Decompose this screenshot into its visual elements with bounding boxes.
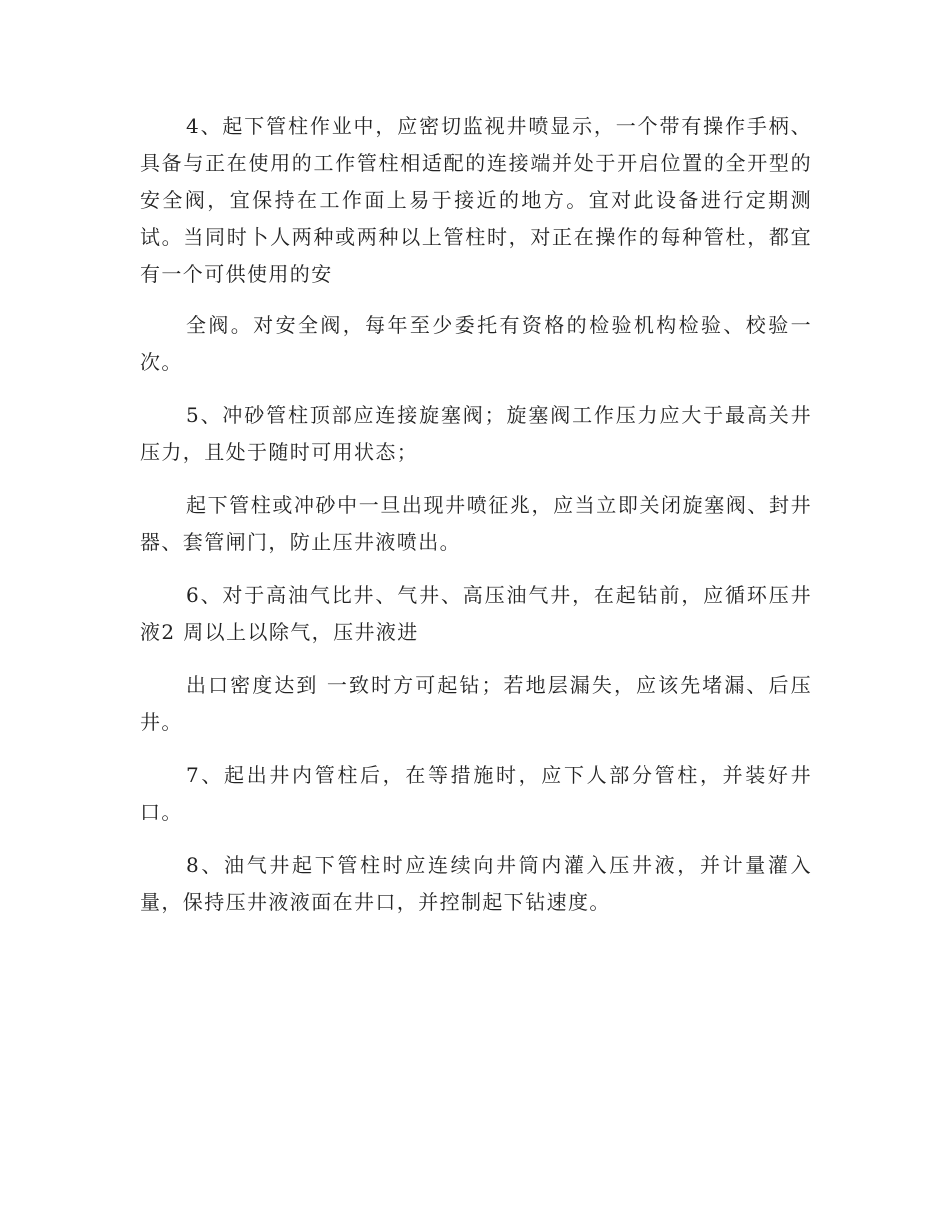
paragraph-plug-valve: 5、冲砂管柱顶部应连接旋塞阀；旋塞阀工作压力应大于最高关井压力，且处于随时可用状态； xyxy=(140,403,812,464)
paragraph-blowout-response: 起下管柱或冲砂中一旦出现井喷征兆，应当立即关闭旋塞阀、封井器、套管闸门，防止压井液喷出。 xyxy=(140,493,812,554)
paragraph-wellhead: 7、起出井内管柱后，在等措施时，应下人部分管柱，并装好井口。 xyxy=(140,763,812,824)
paragraph-fluid-fill: 8、油气井起下管柱时应连续向井筒内灌入压井液，并计量灌入量，保持压井液液面在井口，并控制起下钻速度。 xyxy=(140,853,812,914)
document-body xyxy=(140,108,812,937)
paragraph-density-check: 出口密度达到 一致时方可起钻；若地层漏失，应该先堵漏、后压井。 xyxy=(140,673,812,734)
paragraph-safety-valve: 4、起下管柱作业中，应密切监视井喷显示，一个带有操作手柄、具备与正在使用的工作管柱相适配的连接端并处于开启位置的全开型的安全阀，宜保持在工作面上易于接近的地方。宜对此设备进行定期测试。当同时卜人两种或两种以上管柱时，对正在操作的每种管杜，都宜有一个可供使用的安 xyxy=(140,114,812,286)
paragraph-circulation: 6、对于高油气比井、气井、高压油气井，在起钻前，应循环压井液2 周以上以除气，压井液进 xyxy=(140,583,812,644)
paragraph-valve-inspection: 全阀。对安全阀，每年至少委托有资格的检验机构检验、校验一次。 xyxy=(140,313,812,374)
